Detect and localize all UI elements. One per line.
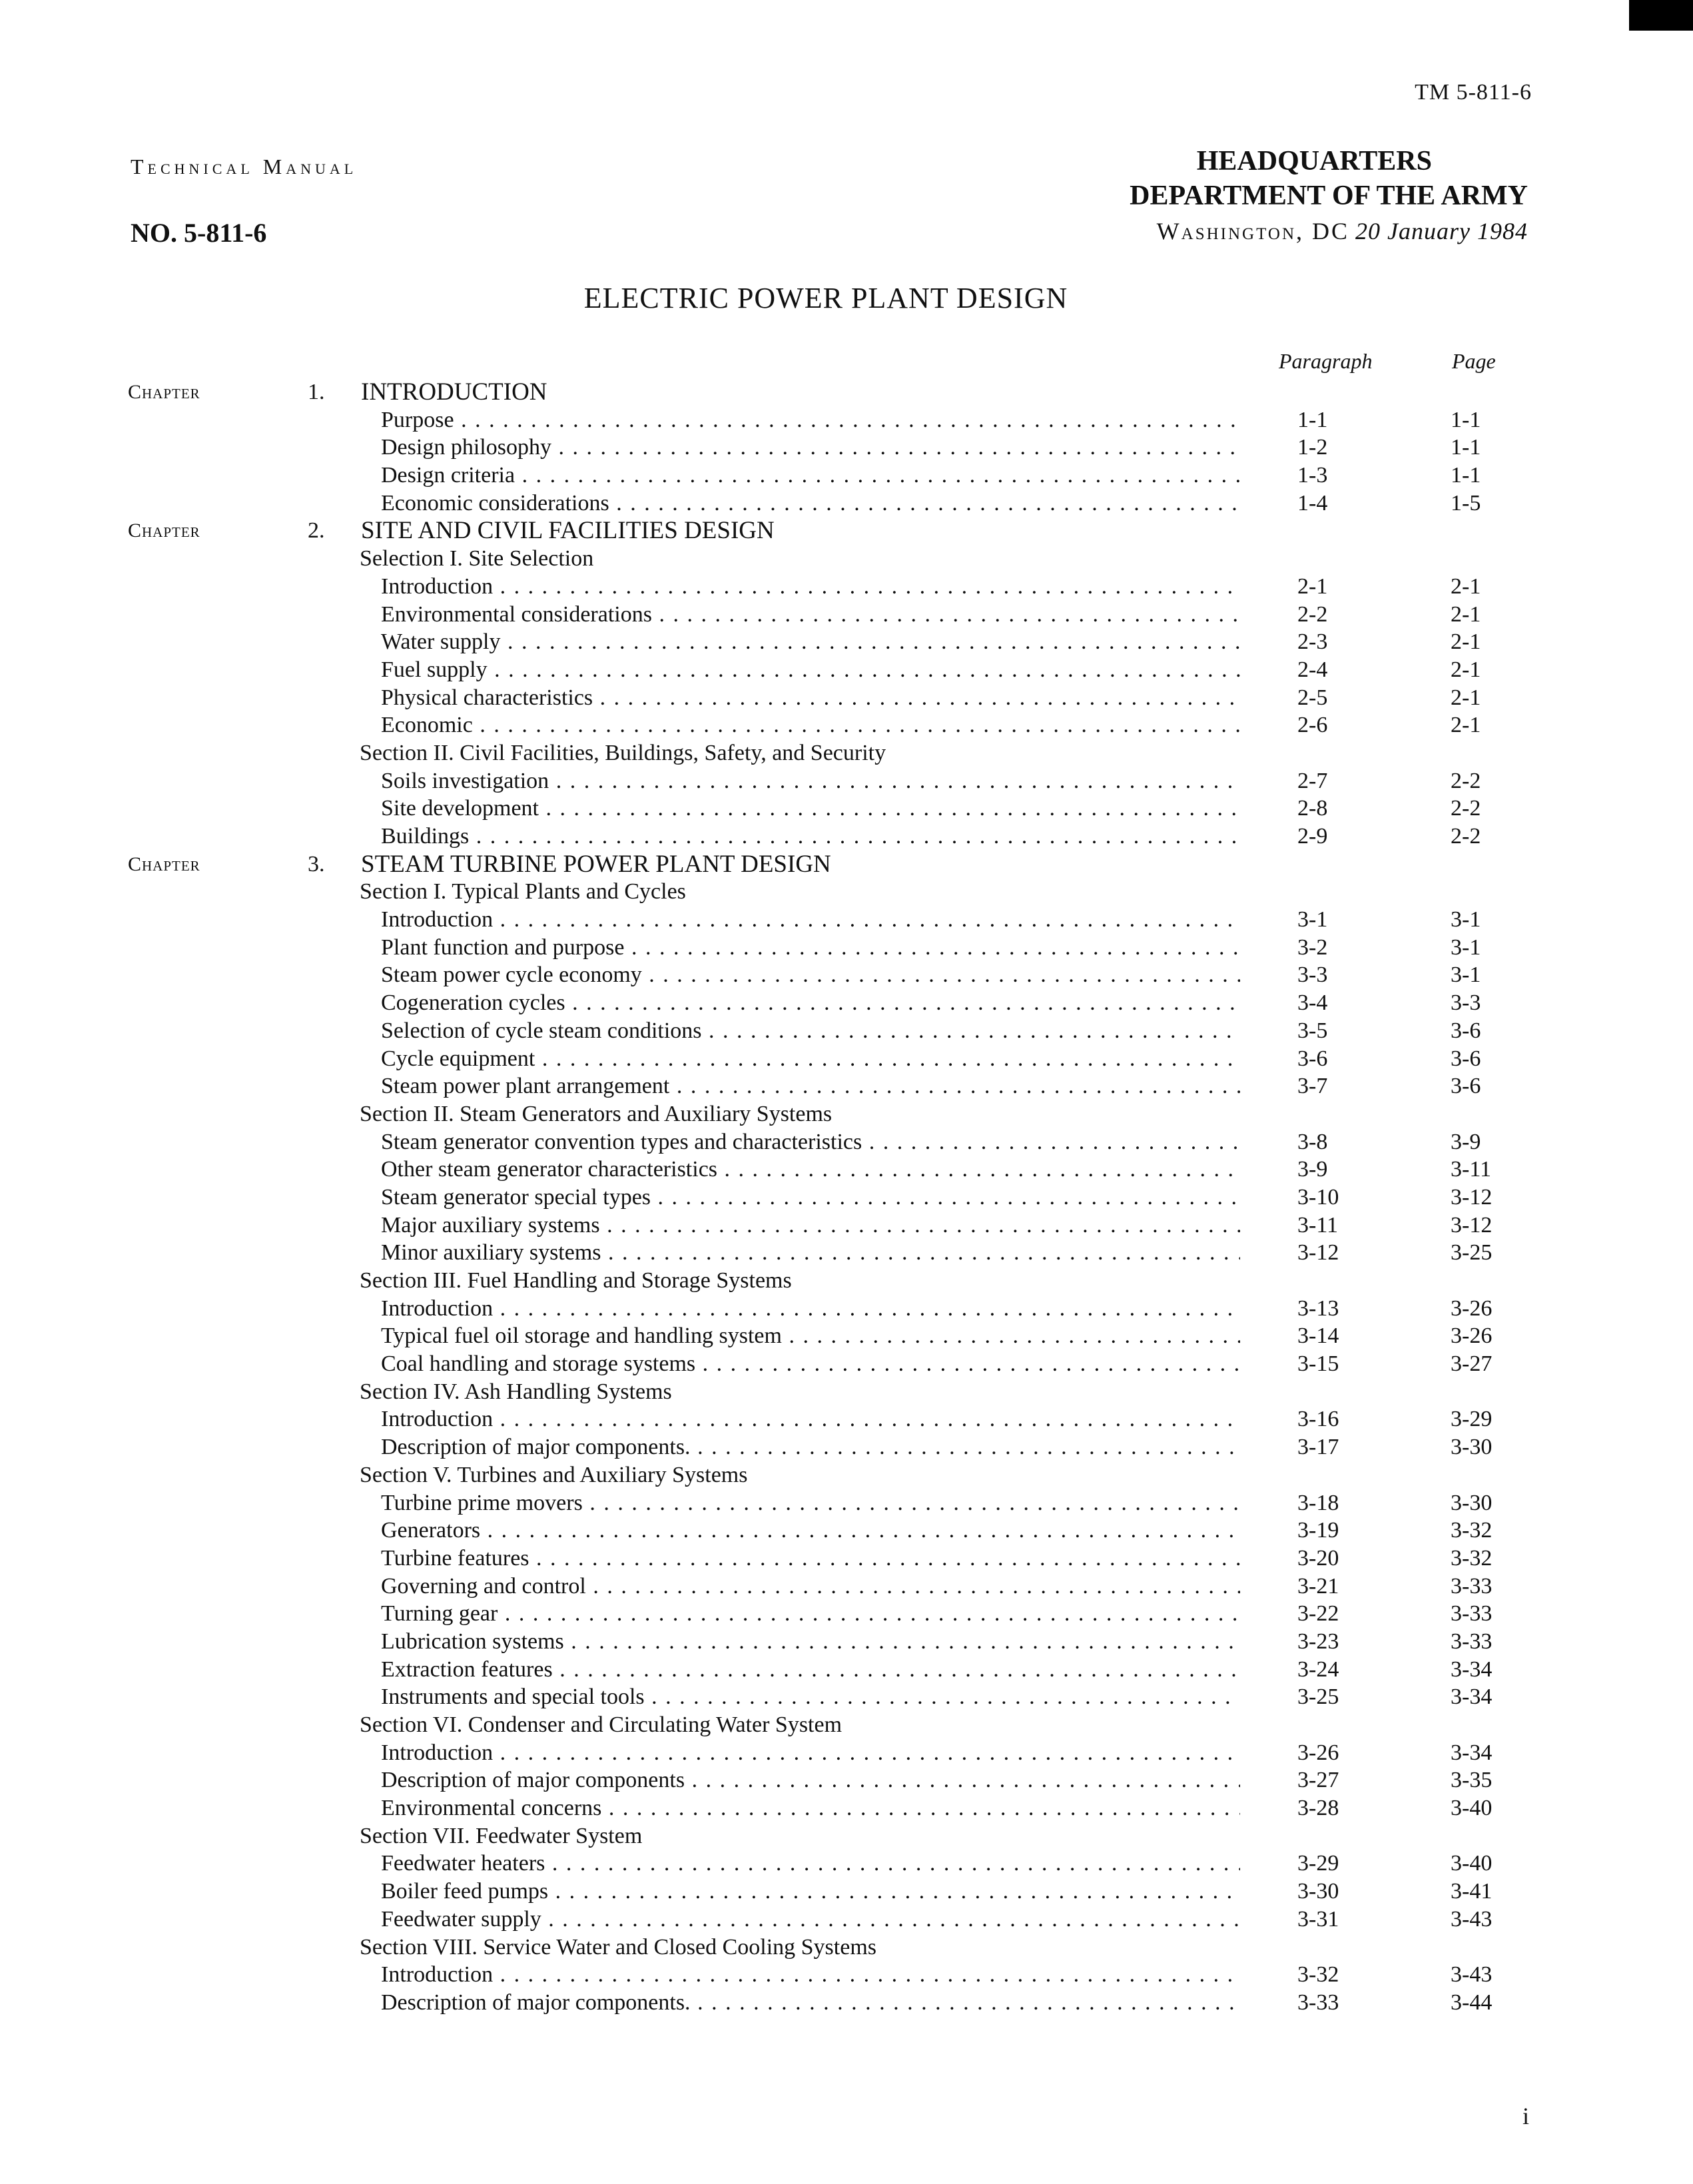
toc-entry-row	[0, 1878, 1693, 1906]
entry-page: 3-33	[1451, 1601, 1493, 1627]
entry-title: Soils investigation . . .	[381, 767, 1240, 795]
entry-page: 3-1	[1451, 962, 1481, 988]
manual-number: NO. 5-811-6	[131, 218, 267, 248]
entry-page: 3-6	[1451, 1074, 1481, 1099]
toc-entry-row	[0, 601, 1693, 629]
entry-title: Environmental considerations . . .	[381, 601, 1240, 629]
entry-paragraph: 1-3	[1297, 463, 1328, 488]
toc-entry-row	[0, 1600, 1693, 1628]
toc-entry-row	[0, 573, 1693, 601]
toc-entry-row	[0, 684, 1693, 712]
chapter-number: 1.	[308, 380, 325, 404]
toc-entry-row	[0, 1212, 1693, 1240]
toc-entry-row	[0, 767, 1693, 795]
entry-paragraph: 2-9	[1297, 824, 1328, 849]
entry-page: 3-11	[1451, 1157, 1492, 1182]
entry-paragraph: 2-1	[1297, 573, 1328, 599]
entry-title: Other steam generator characteristics . . .	[381, 1156, 1240, 1184]
entry-title: Turbine features . . .	[381, 1545, 1240, 1573]
entry-paragraph: 3-26	[1297, 1740, 1339, 1765]
entry-title: Steam power plant arrangement . . .	[381, 1072, 1240, 1100]
toc-entry-row	[0, 490, 1693, 518]
scan-corner-mark	[1629, 0, 1693, 31]
entry-paragraph: 3-12	[1297, 1240, 1339, 1266]
paragraph-column-header: Paragraph	[1279, 349, 1373, 373]
entry-title: Economic considerations . . .	[381, 490, 1240, 518]
section-row	[0, 1378, 1693, 1406]
entry-page: 3-30	[1451, 1435, 1493, 1460]
entry-page: 3-9	[1451, 1129, 1481, 1154]
entry-paragraph: 2-5	[1297, 685, 1328, 710]
entry-paragraph: 1-1	[1297, 407, 1328, 432]
entry-title: Turbine prime movers . . .	[381, 1489, 1240, 1517]
entry-paragraph: 3-6	[1297, 1046, 1328, 1071]
section-row	[0, 1822, 1693, 1850]
toc-entry-row	[0, 1128, 1693, 1156]
section-row	[0, 739, 1693, 767]
entry-paragraph: 2-3	[1297, 629, 1328, 655]
entry-title: Introduction . . .	[381, 1295, 1240, 1323]
entry-paragraph: 3-31	[1297, 1906, 1339, 1932]
toc-entry-row	[0, 823, 1693, 851]
entry-page: 3-6	[1451, 1046, 1481, 1071]
entry-title: Feedwater supply . . .	[381, 1906, 1240, 1934]
section-title: Section V. Turbines and Auxiliary Systems	[360, 1462, 748, 1487]
chapter-title: SITE AND CIVIL FACILITIES DESIGN	[361, 517, 775, 545]
chapter-number: 3.	[308, 851, 325, 877]
entry-title: Lubrication systems . . .	[381, 1628, 1240, 1656]
toc-entry-row	[0, 795, 1693, 823]
entry-title: Turning gear . . .	[381, 1600, 1240, 1628]
entry-title: Plant function and purpose . . .	[381, 934, 1240, 962]
toc-entry-row	[0, 906, 1693, 934]
entry-title: Physical characteristics . . .	[381, 684, 1240, 712]
page-column-header: Page	[1452, 349, 1496, 373]
section-row	[0, 878, 1693, 906]
toc-entry-row	[0, 1850, 1693, 1878]
entry-paragraph: 3-23	[1297, 1629, 1339, 1654]
toc-entry-row	[0, 1794, 1693, 1822]
entry-paragraph: 2-4	[1297, 657, 1328, 682]
section-row	[0, 1100, 1693, 1128]
entry-page: 1-5	[1451, 490, 1481, 516]
dateline-date: 20 January 1984	[1355, 218, 1528, 244]
chapter-label: Chapter	[128, 520, 200, 542]
dateline-city: Washington, DC	[1156, 218, 1350, 244]
entry-title: Governing and control . . .	[381, 1573, 1240, 1601]
table-of-contents	[0, 378, 1693, 2017]
section-title: Section II. Civil Facilities, Buildings, Safety, and Security	[360, 740, 886, 765]
entry-paragraph: 3-27	[1297, 1768, 1339, 1793]
entry-title: Introduction . . .	[381, 906, 1240, 934]
entry-paragraph: 3-32	[1297, 1962, 1339, 1988]
entry-paragraph: 3-11	[1297, 1212, 1339, 1238]
entry-title: Description of major components . . .	[381, 1766, 1240, 1794]
entry-paragraph: 2-2	[1297, 601, 1328, 627]
toc-entry-row	[0, 934, 1693, 962]
entry-paragraph: 3-9	[1297, 1157, 1328, 1182]
entry-page: 3-12	[1451, 1184, 1493, 1210]
entry-page: 3-32	[1451, 1545, 1493, 1571]
chapter-row	[0, 378, 1693, 406]
entry-paragraph: 3-3	[1297, 962, 1328, 988]
entry-title: Typical fuel oil storage and handling system . . .	[381, 1322, 1240, 1350]
entry-page: 2-2	[1451, 768, 1481, 793]
section-title: Section II. Steam Generators and Auxiliary Systems	[360, 1101, 833, 1126]
entry-title: Introduction . . .	[381, 1961, 1240, 1989]
toc-entry-row	[0, 462, 1693, 490]
toc-entry-row	[0, 989, 1693, 1017]
entry-title: Cycle equipment . . .	[381, 1045, 1240, 1073]
entry-paragraph: 3-25	[1297, 1684, 1339, 1710]
entry-page: 1-1	[1451, 435, 1481, 460]
chapter-row	[0, 517, 1693, 545]
toc-entry-row	[0, 1017, 1693, 1045]
entry-page: 1-1	[1451, 407, 1481, 432]
entry-page: 3-33	[1451, 1573, 1493, 1599]
entry-page: 3-43	[1451, 1906, 1493, 1932]
entry-title: Boiler feed pumps . . .	[381, 1878, 1240, 1906]
section-row	[0, 1267, 1693, 1295]
toc-entry-row	[0, 1072, 1693, 1100]
entry-page: 3-41	[1451, 1879, 1493, 1904]
entry-title: Fuel supply . . .	[381, 656, 1240, 684]
tm-reference: TM 5-811-6	[1415, 80, 1532, 105]
entry-page: 3-30	[1451, 1490, 1493, 1515]
entry-title: Design criteria . . .	[381, 462, 1240, 490]
entry-paragraph: 2-6	[1297, 713, 1328, 738]
entry-paragraph: 3-7	[1297, 1074, 1328, 1099]
entry-title: Extraction features . . .	[381, 1656, 1240, 1684]
entry-paragraph: 3-2	[1297, 934, 1328, 960]
entry-title: Introduction . . .	[381, 1405, 1240, 1433]
toc-entry-row	[0, 1989, 1693, 2017]
entry-page: 3-26	[1451, 1323, 1493, 1349]
toc-entry-row	[0, 1739, 1693, 1767]
toc-entry-row	[0, 1573, 1693, 1601]
headquarters-heading: HEADQUARTERS	[1196, 146, 1432, 177]
entry-title: Economic . . .	[381, 711, 1240, 739]
entry-page: 3-35	[1451, 1768, 1493, 1793]
section-title: Section III. Fuel Handling and Storage Systems	[360, 1268, 792, 1293]
entry-page: 3-1	[1451, 934, 1481, 960]
entry-paragraph: 3-5	[1297, 1018, 1328, 1043]
entry-paragraph: 3-30	[1297, 1879, 1339, 1904]
entry-title: Design philosophy . . .	[381, 434, 1240, 462]
entry-page: 3-34	[1451, 1684, 1493, 1710]
entry-paragraph: 3-28	[1297, 1796, 1339, 1821]
chapter-number: 2.	[308, 518, 325, 544]
entry-paragraph: 3-15	[1297, 1351, 1339, 1377]
entry-page: 2-1	[1451, 629, 1481, 655]
entry-page: 3-43	[1451, 1962, 1493, 1988]
entry-page: 3-3	[1451, 990, 1481, 1016]
toc-entry-row	[0, 1489, 1693, 1517]
toc-entry-row	[0, 1239, 1693, 1267]
entry-paragraph: 3-16	[1297, 1407, 1339, 1432]
entry-title: Minor auxiliary systems . . .	[381, 1239, 1240, 1267]
entry-title: Introduction . . .	[381, 573, 1240, 601]
toc-entry-row	[0, 1184, 1693, 1212]
section-row	[0, 545, 1693, 573]
toc-entry-row	[0, 1433, 1693, 1461]
entry-page: 2-1	[1451, 685, 1481, 710]
entry-page: 3-44	[1451, 1990, 1493, 2015]
entry-paragraph: 3-14	[1297, 1323, 1339, 1349]
document-title: ELECTRIC POWER PLANT DESIGN	[583, 282, 1068, 314]
dateline	[1157, 217, 1528, 245]
entry-title: Feedwater heaters . . .	[381, 1850, 1240, 1878]
section-row	[0, 1711, 1693, 1739]
entry-page: 3-1	[1451, 907, 1481, 932]
chapter-title: STEAM TURBINE POWER PLANT DESIGN	[361, 850, 831, 878]
section-title: Section VIII. Service Water and Closed Cooling Systems	[360, 1934, 877, 1960]
entry-paragraph: 3-21	[1297, 1573, 1339, 1599]
toc-entry-row	[0, 1766, 1693, 1794]
toc-entry-row	[0, 711, 1693, 739]
entry-page: 3-27	[1451, 1351, 1493, 1377]
toc-entry-row	[0, 1961, 1693, 1989]
entry-page: 3-26	[1451, 1295, 1493, 1321]
department-heading: DEPARTMENT OF THE ARMY	[1130, 181, 1528, 211]
toc-entry-row	[0, 1295, 1693, 1323]
toc-entry-row	[0, 1322, 1693, 1350]
entry-title: Cogeneration cycles . . .	[381, 989, 1240, 1017]
toc-entry-row	[0, 1656, 1693, 1684]
section-title: Selection I. Site Selection	[360, 546, 594, 571]
section-title: Section IV. Ash Handling Systems	[360, 1379, 672, 1404]
entry-title: Water supply . . .	[381, 628, 1240, 656]
toc-entry-row	[0, 1517, 1693, 1545]
chapter-title: INTRODUCTION	[361, 378, 547, 406]
section-title: Section VII. Feedwater System	[360, 1823, 643, 1848]
entry-paragraph: 2-8	[1297, 796, 1328, 821]
toc-entry-row	[0, 656, 1693, 684]
toc-entry-row	[0, 434, 1693, 462]
section-row	[0, 1461, 1693, 1489]
entry-page: 3-25	[1451, 1240, 1493, 1266]
entry-page: 2-1	[1451, 657, 1481, 682]
entry-page: 3-34	[1451, 1740, 1493, 1765]
entry-paragraph: 3-29	[1297, 1851, 1339, 1876]
entry-paragraph: 3-18	[1297, 1490, 1339, 1515]
entry-page: 3-6	[1451, 1018, 1481, 1043]
entry-title: Selection of cycle steam conditions . . .	[381, 1017, 1240, 1045]
toc-entry-row	[0, 1156, 1693, 1184]
section-row	[0, 1934, 1693, 1962]
entry-paragraph: 3-24	[1297, 1656, 1339, 1682]
entry-title: Description of major components. . . .	[381, 1989, 1240, 2017]
toc-entry-row	[0, 406, 1693, 434]
toc-entry-row	[0, 1045, 1693, 1073]
entry-title: Environmental concerns . . .	[381, 1794, 1240, 1822]
entry-page: 1-1	[1451, 463, 1481, 488]
entry-page: 3-40	[1451, 1796, 1493, 1821]
entry-paragraph: 3-33	[1297, 1990, 1339, 2015]
entry-title: Buildings . . .	[381, 823, 1240, 851]
manual-label: Technical Manual	[131, 155, 358, 179]
toc-entry-row	[0, 1350, 1693, 1378]
toc-entry-row	[0, 961, 1693, 989]
entry-paragraph: 3-22	[1297, 1601, 1339, 1627]
entry-title: Steam generator special types . . .	[381, 1184, 1240, 1212]
section-title: Section VI. Condenser and Circulating Water System	[360, 1712, 843, 1737]
toc-entry-row	[0, 1628, 1693, 1656]
entry-title: Site development . . .	[381, 795, 1240, 823]
entry-title: Steam power cycle economy . . .	[381, 961, 1240, 989]
chapter-label: Chapter	[128, 853, 200, 875]
entry-page: 2-1	[1451, 601, 1481, 627]
entry-title: Steam generator convention types and characteristics . . .	[381, 1128, 1240, 1156]
entry-paragraph: 3-19	[1297, 1518, 1339, 1543]
entry-title: Instruments and special tools . . .	[381, 1683, 1240, 1711]
entry-paragraph: 3-10	[1297, 1184, 1339, 1210]
toc-entry-row	[0, 628, 1693, 656]
entry-page: 2-2	[1451, 796, 1481, 821]
entry-paragraph: 3-20	[1297, 1545, 1339, 1571]
entry-title: Major auxiliary systems . . .	[381, 1212, 1240, 1240]
entry-page: 2-1	[1451, 573, 1481, 599]
entry-page: 3-33	[1451, 1629, 1493, 1654]
toc-entry-row	[0, 1405, 1693, 1433]
entry-paragraph: 3-13	[1297, 1295, 1339, 1321]
page-folio: i	[1523, 2103, 1530, 2129]
entry-page: 3-32	[1451, 1518, 1493, 1543]
entry-paragraph: 3-1	[1297, 907, 1328, 932]
toc-entry-row	[0, 1906, 1693, 1934]
entry-paragraph: 3-17	[1297, 1435, 1339, 1460]
entry-paragraph: 1-2	[1297, 435, 1328, 460]
entry-page: 3-29	[1451, 1407, 1493, 1432]
entry-page: 2-1	[1451, 713, 1481, 738]
entry-page: 2-2	[1451, 824, 1481, 849]
entry-page: 3-12	[1451, 1212, 1493, 1238]
entry-title: Purpose . . .	[381, 406, 1240, 434]
entry-paragraph: 3-4	[1297, 990, 1328, 1016]
entry-paragraph: 1-4	[1297, 490, 1328, 516]
entry-title: Introduction . . .	[381, 1739, 1240, 1767]
section-title: Section I. Typical Plants and Cycles	[360, 879, 686, 905]
toc-entry-row	[0, 1545, 1693, 1573]
entry-title: Generators . . .	[381, 1517, 1240, 1545]
entry-page: 3-34	[1451, 1656, 1493, 1682]
chapter-row	[0, 851, 1693, 879]
entry-paragraph: 3-8	[1297, 1129, 1328, 1154]
entry-paragraph: 2-7	[1297, 768, 1328, 793]
entry-title: Coal handling and storage systems . . .	[381, 1350, 1240, 1378]
chapter-label: Chapter	[128, 381, 200, 403]
entry-title: Description of major components. . . .	[381, 1433, 1240, 1461]
toc-entry-row	[0, 1683, 1693, 1711]
entry-page: 3-40	[1451, 1851, 1493, 1876]
